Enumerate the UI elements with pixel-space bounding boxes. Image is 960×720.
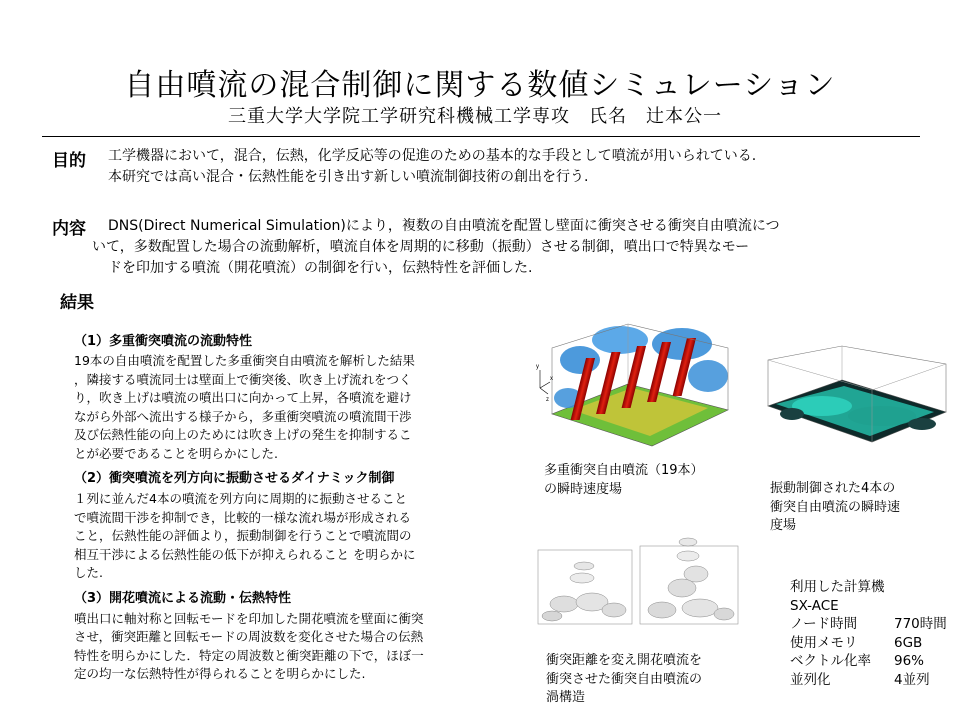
results-heading: 結果 xyxy=(60,293,94,313)
result-line: した. xyxy=(74,565,103,580)
content-heading: 内容 xyxy=(52,219,86,239)
result-line: 特性を明らかにした．特定の周波数と衝突距離の下で，ほぼ一 xyxy=(74,647,424,663)
page-title: 自由噴流の混合制御に関する数値シミュレーション xyxy=(124,68,836,103)
result-3-body xyxy=(74,610,514,684)
compute-key: 使用メモリ xyxy=(790,634,858,651)
result-2-title: （2）衝突噴流を列方向に振動させるダイナミック制御 xyxy=(74,471,395,486)
result-line: 噴出口に軸対称と回転モードを印加した開花噴流を壁面に衝突 xyxy=(74,610,424,626)
caption-line: 振動制御された4本の xyxy=(770,481,896,496)
compute-row xyxy=(790,652,950,671)
result-1-body xyxy=(74,352,514,463)
compute-row xyxy=(790,634,950,653)
content-line: ドを印加する噴流（開花噴流）の制御を行い，伝熱特性を評価した. xyxy=(108,260,533,276)
result-line: り，吹き上げは噴流の噴出口に向かって上昇，各噴流を避け xyxy=(74,390,412,405)
content-line: いて，多数配置した場合の流動解析，噴流自体を周期的に移動（振動）させる制御，噴出口で特異なモー xyxy=(92,239,750,255)
figure-3-caption xyxy=(546,652,702,708)
purpose-line: 本研究では高い混合・伝熱性能を引き出す新しい噴流制御技術の創出を行う. xyxy=(108,169,589,185)
result-line: 相互干渉による伝熱性能の低下が抑えられること を明らかに xyxy=(74,546,416,562)
compute-key: 並列化 xyxy=(790,671,831,688)
purpose-line: 工学機器において，混合，伝熱，化学反応等の促進のための基本的な手段として噴流が用いられている. xyxy=(108,148,757,164)
result-line: 19本の自由噴流を配置した多重衝突自由噴流を解析した結果 xyxy=(74,353,415,368)
result-2-body xyxy=(74,490,514,583)
purpose-heading: 目的 xyxy=(52,151,86,171)
axis-label-z: z xyxy=(546,397,549,403)
compute-value: 4並列 xyxy=(894,671,930,688)
axis-label-y: y xyxy=(536,364,539,370)
result-3-title: （3）開花噴流による流動・伝熱特性 xyxy=(74,590,292,606)
result-line: こと，伝熱性能の評価より，振動制御を行うことで噴流間の xyxy=(74,528,412,543)
figure-multi-jet-velocity xyxy=(532,318,732,452)
figure-blooming-jet-vortex-a xyxy=(536,526,634,626)
caption-line: 衝突させた衝突自由噴流の xyxy=(546,671,703,687)
compute-value: 6GB xyxy=(894,634,923,651)
compute-value: 770時間 xyxy=(894,616,947,632)
caption-line: 渦構造 xyxy=(546,690,586,705)
figure-1-caption xyxy=(544,462,704,499)
figure-blooming-jet-vortex-b xyxy=(638,526,740,626)
results-column xyxy=(74,330,514,684)
result-line: ，隣接する噴流同士は壁面上で衝突後、吹き上げ流れをつく xyxy=(74,371,412,387)
compute-row xyxy=(790,615,950,634)
result-line: させ，衝突距離と回転モードの周波数を変化させた場合の伝熱 xyxy=(74,629,424,644)
caption-line: 衝突自由噴流の瞬時速 xyxy=(770,499,901,515)
caption-line: 多重衝突自由噴流（19本） xyxy=(544,463,704,478)
figure-2-caption xyxy=(770,480,900,536)
result-line: ながら外部へ流出する様子から，多重衝突噴流の噴流間干渉 xyxy=(74,408,412,424)
result-line: で噴流間干渉を抑制でき，比較的一様な流れ場が形成される xyxy=(74,509,412,525)
axis-label-x: x xyxy=(550,376,553,382)
compute-machine: SX-ACE xyxy=(790,597,839,614)
compute-resources xyxy=(790,578,950,689)
result-line: １列に並んだ4本の噴流を列方向に周期的に振動させること xyxy=(74,491,407,506)
author-affiliation: 三重大学大学院工学研究科機械工学専攻 氏名 辻本公一 xyxy=(228,106,722,127)
header-divider xyxy=(42,136,920,137)
result-1-title: （1）多重衝突噴流の流動特性 xyxy=(74,334,253,349)
content-text xyxy=(92,216,928,279)
result-line: 及び伝熱性能の向上のためには吹き上げの発生を抑制するこ xyxy=(74,427,412,442)
compute-row xyxy=(790,671,950,690)
caption-line: 度場 xyxy=(770,518,797,533)
figure-vibrated-jets-velocity xyxy=(762,344,952,454)
result-line: 定の均一な伝熱特性が得られることを明らかにした. xyxy=(74,666,366,681)
compute-key: ベクトル化率 xyxy=(790,653,871,669)
result-line: とが必要であることを明らかにした. xyxy=(74,445,278,461)
caption-line: 衝突距離を変え開花噴流を xyxy=(546,653,703,668)
compute-title: 利用した計算機 xyxy=(790,579,885,595)
compute-value: 96% xyxy=(894,653,925,669)
compute-key: ノード時間 xyxy=(790,616,858,632)
purpose-text xyxy=(108,146,928,188)
caption-line: の瞬時速度場 xyxy=(544,481,623,497)
content-line: DNS(Direct Numerical Simulation)により，複数の自由噴流を配置し壁面に衝突させる衝突自由噴流につ xyxy=(108,218,780,234)
